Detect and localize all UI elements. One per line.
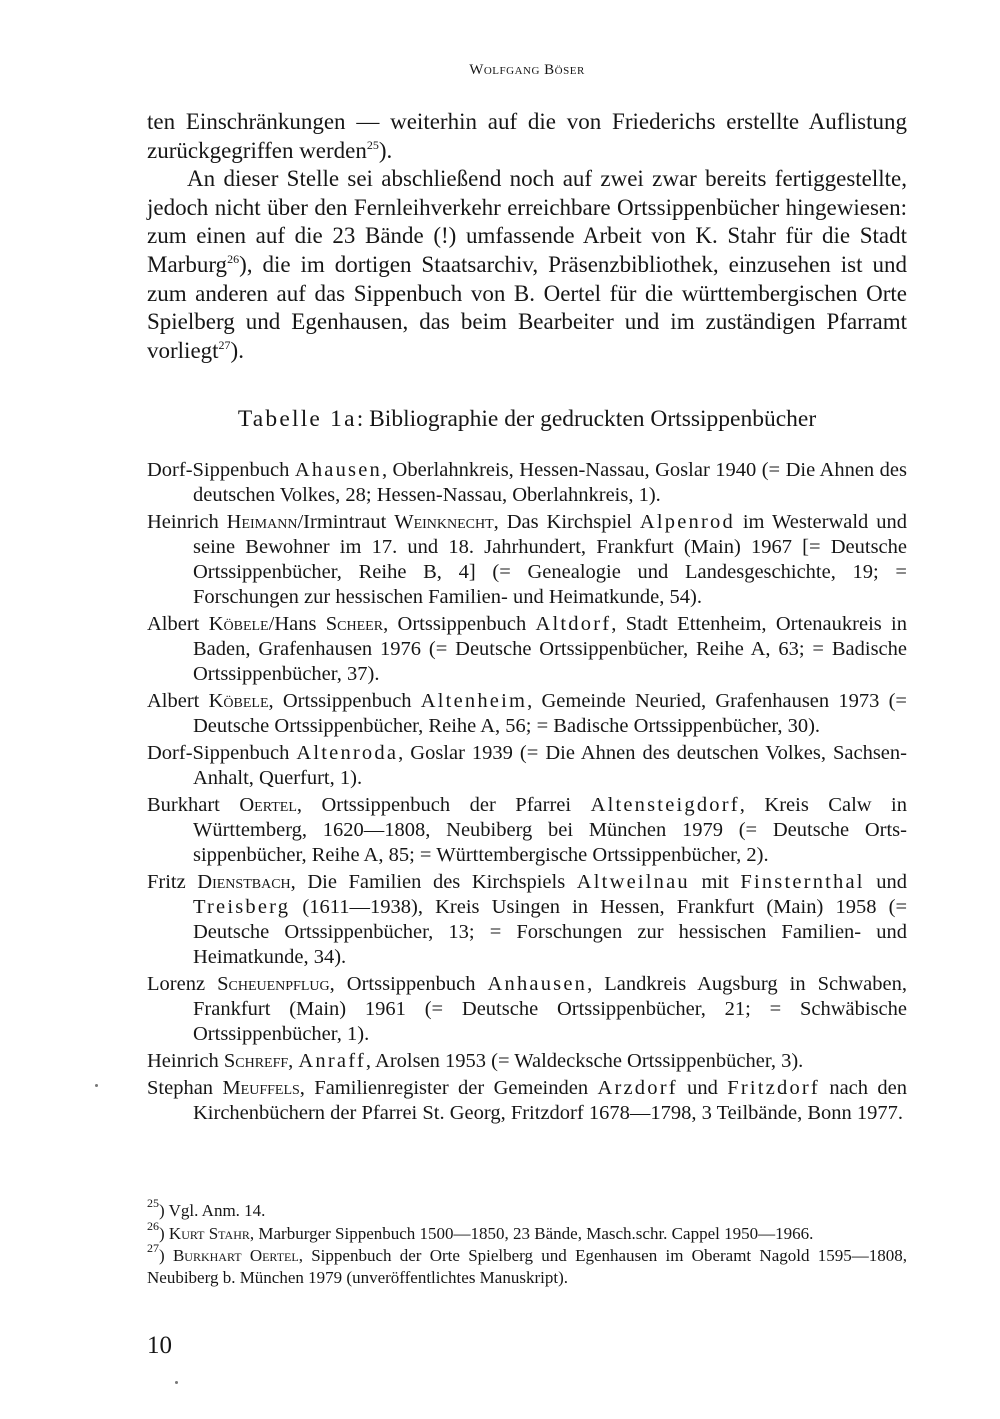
entry-text: und (864, 871, 907, 893)
entry-place: Arzdorf (597, 1077, 678, 1099)
author-surname: Schreff (223, 1050, 289, 1072)
author-surname: Heimann (226, 511, 298, 533)
entry-place: Altenroda (296, 742, 399, 764)
footnote-ref-27: 27 (218, 337, 231, 352)
author-surname: Scheuenpflug (217, 973, 330, 995)
bib-entry-altweilnau (147, 870, 907, 970)
entry-place: Anhausen (487, 973, 588, 995)
bib-entry-altenheim (147, 689, 907, 739)
entry-place: Altenheim (420, 690, 528, 712)
entry-text: , Die Familien des Kirchspiels (290, 871, 577, 893)
author-surname: Köbele (208, 690, 269, 712)
footnote-27 (147, 1241, 907, 1288)
entry-text: , Ortssippenbuch (329, 973, 488, 995)
entry-text: , Kreis Calw in Württemberg, 1620—1808, Neubiberg bei München 1979 (= Deutsche Ortssippenbücher, Reihe A, 85; = Württembergische Ortssippenbücher, 2). (193, 794, 907, 866)
entry-text: , Ortssippenbuch (268, 690, 421, 712)
footnote-mark: 26 (147, 1218, 159, 1233)
author-first: Lorenz (147, 973, 218, 995)
bib-entry-altdorf (147, 612, 907, 687)
entry-text: im Westerwald und seine Bewohner im 17. und 18. Jahrhundert, Frankfurt (Main) 1967 [= Deutsche Ortssippenbücher, Reihe B, 4] (= Genealogie und Landesgeschichte, 19; = Forschungen zur hessischen Familien- und Heimatkunde, 54). (193, 511, 907, 608)
entry-text: Dorf-Sippenbuch (147, 459, 295, 481)
entry-text: , Arolsen 1953 (= Waldecksche Ortssippenbücher, 3). (365, 1050, 804, 1072)
author-surname: Scheer (325, 613, 384, 635)
entry-text: nach den Kirchenbüchern der Pfarrei St. Georg, Fritzdorf 1678—1798, 3 Teilbände, Bonn 1977. (193, 1077, 908, 1124)
entry-text: und (677, 1077, 728, 1099)
footnote-text: Vgl. Anm. 14. (164, 1201, 266, 1220)
footnote-ref-25: 25 (366, 137, 379, 152)
bib-entry-altensteigdorf (147, 793, 907, 868)
entry-text: , Landkreis Augsburg in Schwaben, Frankfurt (Main) 1961 (= Deutsche Ortssippenbücher, 21; = Schwäbische Ortssippenbücher, 1). (193, 973, 908, 1045)
author-first: Albert (147, 613, 209, 635)
bib-entry-arzdorf (147, 1076, 907, 1126)
author-first: Heinrich (147, 1050, 224, 1072)
entry-text: , (288, 1050, 299, 1072)
entry-text: , Familienregister der Gemeinden (299, 1077, 598, 1099)
page-number: 10 (147, 1332, 172, 1359)
author-surname: Köbele (208, 613, 269, 635)
entry-text: , Gemeinde Neuried, Grafenhausen 1973 (= Deutsche Ortssippenbücher, Reihe A, 56; = Badische Ortssippenbücher, 30). (193, 690, 907, 737)
bib-entry-ahausen (147, 458, 907, 508)
footnote-text: , Marburger Sippenbuch 1500—1850, 23 Bände, Masch.schr. Cappel 1950—1966. (249, 1223, 814, 1243)
author-first: Burkhart (147, 794, 240, 816)
entry-place: Fritzdorf (727, 1077, 820, 1099)
footnote-mark-close: ) (159, 1201, 165, 1220)
footnote-mark: 25 (147, 1196, 159, 1210)
entry-text: , Das Kirchspiel (493, 511, 640, 533)
bib-entry-altenroda (147, 741, 907, 791)
entry-text: mit (689, 871, 741, 893)
footnote-mark-close: ) (159, 1246, 165, 1265)
table-title-label: Tabelle 1a (237, 406, 357, 432)
author-sep: /Hans (268, 613, 326, 635)
table-title-text: : Bibliographie der gedruckten Ortssippenbücher (356, 406, 817, 432)
entry-text: , Ortssippenbuch (383, 613, 536, 635)
entry-text: (1611—1938), Kreis Usingen in Hessen, Frankfurt (Main) 1958 (= Deutsche Ortssippenbücher, 13; = Forschungen zur hessischen Familien- und Heimatkunde, 34). (193, 896, 907, 968)
bib-entry-anraff (147, 1049, 907, 1074)
author-surname: Weinknecht (394, 511, 494, 533)
paragraph-2 (147, 165, 907, 365)
entry-place: Altdorf (535, 613, 612, 635)
footnote-text: , Sippenbuch der Orte Spielberg und Egenhausen im Oberamt Nagold 1595—1808, Neubiberg b. München 1979 (unveröffentlichtes Manuskript). (147, 1246, 907, 1287)
running-head: Wolfgang Böser (469, 62, 585, 78)
entry-text: , Goslar 1939 (= Die Ahnen des deutschen Volkes, Sachsen-Anhalt, Querfurt, 1). (193, 742, 907, 789)
paragraph-2-end: ). (230, 337, 244, 363)
entry-place: Altweilnau (576, 871, 690, 893)
entry-place: Ahausen (294, 459, 382, 481)
entry-place: Finsternthal (740, 871, 865, 893)
bib-entry-anhausen (147, 972, 907, 1047)
paragraph-1-text: ten Einschränkungen — weiterhin auf die von Friederichs erstellte Auflistung zurückgegriffen werden (147, 109, 907, 163)
author-first: Heinrich (147, 511, 227, 533)
footnote-25 (147, 1196, 907, 1222)
paragraph-1 (147, 108, 907, 165)
body-text (147, 108, 907, 365)
author-first: Stephan (147, 1077, 223, 1099)
entry-place: Altensteigdorf (590, 794, 740, 816)
paragraph-2-text-b: ), die im dortigen Staatsarchiv, Präsenzbibliothek, einzusehen ist und zum anderen auf das Sippenbuch von B. Oertel für die württembergischen Orte Spielberg und Egenhausen, das beim Bearbeiter und im zuständigen Pfarramt vorliegt (147, 251, 907, 363)
entry-place: Treisberg (193, 896, 291, 918)
paragraph-1-end: ). (378, 137, 393, 163)
footnote-author: Kurt Stahr (168, 1223, 250, 1243)
entry-text: , Stadt Ettenheim, Ortenaukreis in Baden, Grafenhausen 1976 (= Deutsche Ortssippenbücher, Reihe A, 63; = Badische Ortssippenbücher, 37). (193, 613, 908, 685)
author-surname: Oertel (239, 794, 297, 816)
table-title (147, 406, 907, 433)
footnotes (147, 1196, 907, 1289)
entry-text: Dorf-Sippenbuch (147, 742, 297, 764)
footnote-ref-26: 26 (227, 251, 240, 266)
author-sep: /Irmintraut (297, 511, 395, 533)
footnote-mark-close: ) (159, 1223, 165, 1243)
paragraph-2-text-a: An dieser Stelle sei abschließend noch auf zwei zwar bereits fertiggestellte, jedoch nicht über den Fernleihverkehr erreichbare Ortssippenbücher hingewiesen: zum einen auf die 23 Bände (!) umfassende Arbeit von K. Stahr für die Stadt Marburg (147, 166, 907, 277)
footnote-mark: 27 (147, 1241, 159, 1255)
entry-text: , Ortssippenbuch der Pfarrei (296, 794, 591, 816)
footnote-author: Burkhart Oertel (172, 1246, 299, 1265)
entry-text: , Oberlahnkreis, Hessen-Nassau, Goslar 1940 (= Die Ahnen des deutschen Volkes, 28; Hessen-Nassau, Oberlahnkreis, 1). (193, 459, 907, 506)
author-first: Albert (147, 690, 209, 712)
scan-speck (175, 1381, 178, 1384)
footnote-26 (147, 1218, 907, 1245)
bibliography-list (147, 458, 907, 1128)
author-first: Fritz (147, 871, 198, 893)
entry-place: Anraff (298, 1050, 366, 1072)
scan-speck (95, 1084, 98, 1087)
author-surname: Dienstbach (197, 871, 291, 893)
bib-entry-alpenrod (147, 510, 907, 610)
entry-place: Alpenrod (639, 511, 735, 533)
author-surname: Meuffels (222, 1077, 300, 1099)
